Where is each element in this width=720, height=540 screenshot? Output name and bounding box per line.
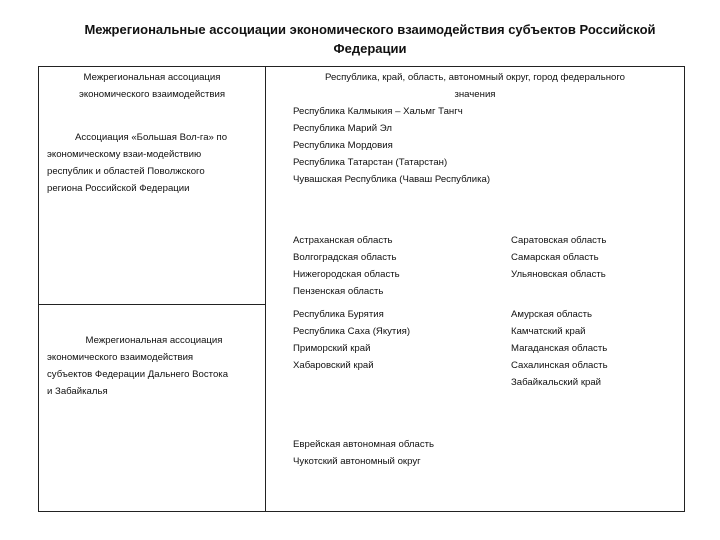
association-bolshaya-volga: Ассоциация «Большая Вол-га» по экономическому взаи-модействию республик и областей Поволжского региона Российской Федерации [47,132,228,194]
row1-oblasts-col1 [293,232,400,300]
row1-oblasts-col2 [511,232,606,283]
row2-autonomous-list [293,436,434,470]
row2-subjects-col1 [293,306,410,374]
list-item: Астраханская область [293,235,393,246]
list-item: Амурская область [511,309,593,320]
list-item: Чувашская Республика (Чаваш Республика) [293,174,491,185]
row-divider [39,304,266,305]
title-line-2: Федерации [333,41,407,56]
list-item: Республика Калмыкия – Хальмг Тангч [293,106,463,117]
list-item: Чукотский автономный округ [293,456,421,467]
page-title [40,20,700,58]
list-item: Магаданская область [511,343,608,354]
list-item: Ульяновская область [511,269,606,280]
list-item: Республика Мордовия [293,140,393,151]
list-item: Саратовская область [511,235,607,246]
list-item: Нижегородская область [293,269,400,280]
list-item: Забайкальский край [511,377,602,388]
list-item: Волгоградская область [293,252,397,263]
title-line-1: Межрегиональные ассоциации экономического взаимодействия субъектов Российской [84,22,656,37]
list-item: Хабаровский край [293,360,374,371]
list-item: Пензенская область [293,286,384,297]
list-item: Сахалинская область [511,360,608,371]
list-item: Республика Саха (Якутия) [293,326,411,337]
list-item: Камчатский край [511,326,586,337]
column-divider [265,67,266,511]
list-item: Самарская область [511,252,599,263]
row2-subjects-col2 [511,306,608,391]
association-far-east: Межрегиональная ассоциация экономического взаимодействия субъектов Федерации Дальнего Востока и Забайкалья [47,335,229,397]
associations-table [38,66,685,512]
list-item: Еврейская автономная область [293,439,435,450]
list-item: Республика Бурятия [293,309,384,320]
row1-republics-list [293,103,490,188]
list-item: Республика Марий Эл [293,123,392,134]
list-item: Республика Татарстан (Татарстан) [293,157,448,168]
list-item: Приморский край [293,343,371,354]
header-association: Межрегиональная ассоциация экономического взаимодействия [78,72,226,100]
header-subjects: Республика, край, область, автономный округ, город федерального значения [324,72,626,100]
